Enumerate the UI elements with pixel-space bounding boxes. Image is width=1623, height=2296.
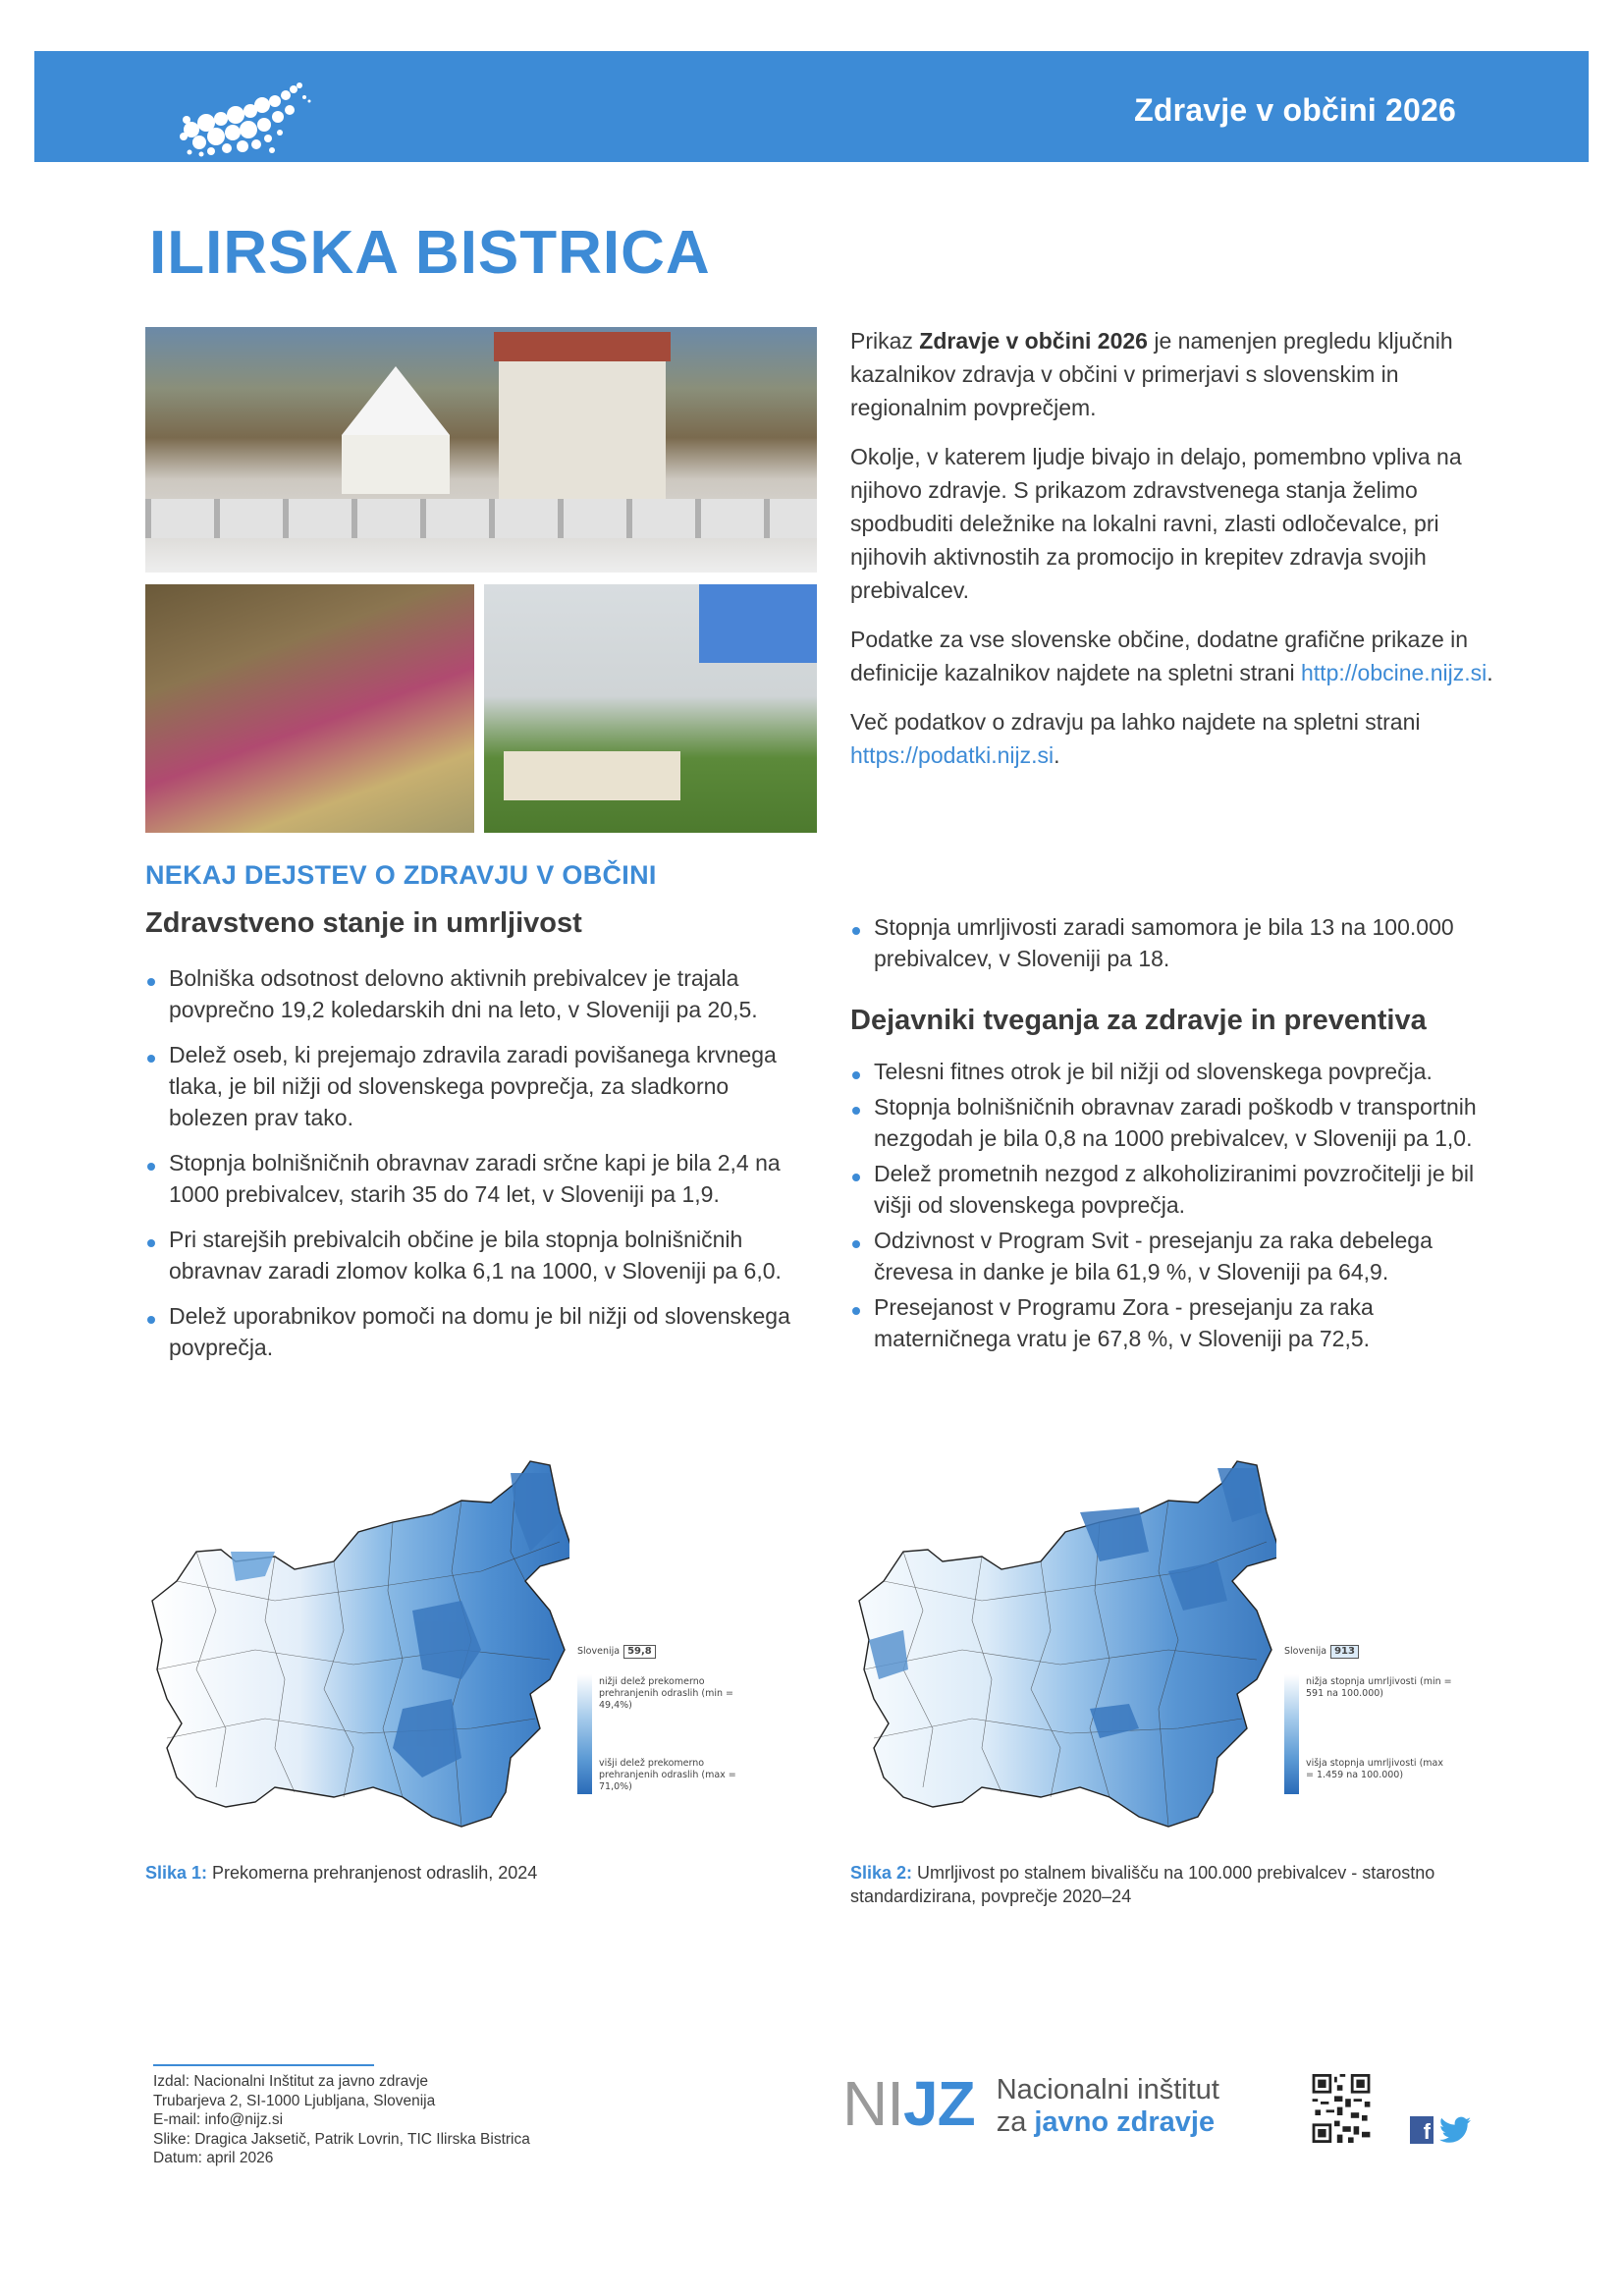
list-item [145, 1300, 805, 1363]
slovenia-choropleth-map [844, 1453, 1276, 1841]
map-mortality [844, 1453, 1532, 1841]
imprint-address: Trubarjeva 2, SI-1000 Ljubljana, Slovenija [153, 2092, 436, 2109]
intro-paragraph-2: Okolje, v katerem ljudje bivajo in delajo, pomembno vpliva na njihovo zdravje. S prikazom zdravstvenega stanja želimo spodbuditi deležnike na lokalni ravni, zlasti odločevalce, pri njihovih aktivnostih za promocijo in krepitev zdravja svojih prebivalcev. [850, 444, 1462, 603]
list-item [850, 1225, 1508, 1287]
bullet-icon [147, 1239, 155, 1247]
list-item [850, 1091, 1508, 1154]
intro-p4-end: . [1054, 742, 1060, 768]
risk-factors-list [850, 1056, 1508, 1358]
bullet-icon [852, 1071, 860, 1079]
list-item-text: Presejanost v Programu Zora - presejanju za raka materničnega vratu je 67,8 %, v Sloveniji pa 72,5. [874, 1294, 1374, 1351]
podatki-link[interactable]: https://podatki.nijz.si [850, 742, 1055, 768]
slovenia-choropleth-map [137, 1453, 569, 1841]
page-title: ILIRSKA BISTRICA [149, 219, 711, 287]
slovenia-value: 913 [1330, 1645, 1359, 1659]
legend-color-bar [577, 1674, 592, 1794]
photo-event-tent [145, 327, 817, 573]
intro-p4-text: Več podatkov o zdravju pa lahko najdete na spletni strani [850, 709, 1421, 735]
list-item-text: Delež uporabnikov pomoči na domu je bil nižji od slovenskega povprečja. [169, 1303, 790, 1360]
slovenia-value: 59,8 [623, 1645, 656, 1659]
legend-low-label: nižja stopnja umrljivosti (min = 591 na 100.000) [1306, 1676, 1452, 1699]
list-item-text: Stopnja umrljivosti zaradi samomora je bila 13 na 100.000 prebivalcev, v Sloveniji pa 18. [874, 914, 1454, 971]
obcine-link[interactable]: http://obcine.nijz.si [1301, 660, 1488, 685]
list-item-text: Delež oseb, ki prejemajo zdravila zaradi povišanega krvnega tlaka, je bil nižji od slovenskega povprečja, za sladkorno bolezen prav tako. [169, 1042, 777, 1130]
list-item [850, 1158, 1508, 1221]
tent-body [342, 435, 450, 494]
footer-divider [153, 2064, 374, 2066]
house-shape [499, 361, 666, 499]
health-status-heading: Zdravstveno stanje in umrljivost [145, 907, 582, 939]
imprint-email[interactable]: E-mail: info@nijz.si [153, 2111, 284, 2128]
intro-p1-suffix: je namenjen pregledu ključnih kazalnikov zdravja v občini v primerjavi s slovenskim in regionalnim povprečjem. [850, 328, 1453, 420]
list-item-text: Stopnja bolnišničnih obravnav zaradi srčne kapi je bila 2,4 na 1000 prebivalcev, starih 35 do 74 let, v Sloveniji pa 1,9. [169, 1150, 781, 1207]
photo-castle-courtyard [484, 584, 817, 833]
slovenia-bubbles-icon [162, 76, 319, 159]
logo-line-1: Nacionalni inštitut [996, 2074, 1219, 2105]
sky-shape [699, 584, 817, 663]
logo-line-2-bold: javno zdravje [1034, 2106, 1216, 2138]
bullet-icon [147, 1055, 155, 1063]
slovenia-average [577, 1645, 656, 1659]
list-item-text: Stopnja bolnišničnih obravnav zaradi poškodb v transportnih nezgodah je bila 0,8 na 1000 prebivalcev, v Sloveniji pa 1,0. [874, 1094, 1477, 1151]
photo-collage [145, 327, 817, 833]
facts-section-heading: NEKAJ DEJSTEV O ZDRAVJU V OBČINI [145, 860, 657, 890]
qr-code-icon[interactable] [1312, 2074, 1371, 2143]
facebook-icon[interactable]: f [1410, 2116, 1434, 2144]
caption-text: Umrljivost po stalnem bivališču na 100.000 prebivalcev - starostno standardizirana, povprečje 2020–24 [850, 1863, 1435, 1906]
intro-p1-prefix: Prikaz [850, 328, 920, 354]
bullet-icon [852, 927, 860, 935]
health-status-list [145, 962, 805, 1377]
list-item [145, 1224, 805, 1286]
intro-text [850, 324, 1498, 788]
bullet-icon [147, 1316, 155, 1324]
nijz-logo-mark [842, 2068, 975, 2139]
list-item [145, 962, 805, 1025]
bullet-icon [852, 1240, 860, 1248]
logo-line-2 [997, 2106, 1219, 2139]
health-status-list-continued [850, 911, 1508, 974]
list-item-text: Odzivnost v Program Svit - presejanju za raka debelega črevesa in danke je bila 61,9 %, v Sloveniji pa 64,9. [874, 1228, 1433, 1285]
list-item-text: Delež prometnih nezgod z alkoholiziranimi povzročitelji je bil višji od slovenskega povprečja. [874, 1161, 1475, 1218]
list-item-text: Pri starejših prebivalcih občine je bila stopnja bolnišničnih obravnav zaradi zlomov kolka 6,1 na 1000, v Sloveniji pa 6,0. [169, 1227, 782, 1284]
risk-factors-heading: Dejavniki tveganja za zdravje in preventiva [850, 1005, 1427, 1036]
slovenia-label: Slovenija [577, 1646, 621, 1657]
intro-p3-end: . [1487, 660, 1493, 685]
intro-paragraph-4 [850, 705, 1498, 772]
intro-paragraph-1 [850, 324, 1498, 424]
legend-color-bar [1284, 1674, 1299, 1794]
slovenia-label: Slovenija [1284, 1646, 1327, 1657]
map-legend [1284, 1645, 1452, 1780]
intro-p1-bold: Zdravje v občini 2026 [919, 328, 1148, 354]
list-item-text: Telesni fitnes otrok je bil nižji od slovenskega povprečja. [874, 1059, 1433, 1084]
caption-label: Slika 2: [850, 1863, 913, 1883]
bullet-icon [147, 1163, 155, 1171]
logo-mark-blue: JZ [903, 2068, 975, 2139]
imprint-publisher: Izdal: Nacionalni Inštitut za javno zdravje [153, 2073, 429, 2090]
header-banner [34, 51, 1589, 162]
nijz-logo-text [997, 2074, 1219, 2139]
bullet-icon [852, 1307, 860, 1315]
bullet-icon [147, 978, 155, 986]
bullet-icon [852, 1107, 860, 1115]
tent-shape [342, 366, 450, 435]
logo-mark-gray: NI [842, 2068, 903, 2139]
figure-caption-1 [145, 1861, 774, 1885]
imprint-photo-credits: Slike: Dragica Jaksetič, Patrik Lovrin, TIC Ilirska Bistrica [153, 2130, 530, 2148]
map-overweight-adults [137, 1453, 825, 1841]
intro-p3-text: Podatke za vse slovenske občine, dodatne grafične prikaze in definicije kazalnikov najdete na spletni strani [850, 627, 1469, 685]
social-links [1410, 2116, 1471, 2144]
bullet-icon [852, 1174, 860, 1181]
figure-caption-2 [850, 1861, 1498, 1908]
legend-low-label: nižji delež prekomerno prehranjenih odraslih (min = 49,4%) [599, 1676, 733, 1711]
list-item-text: Bolniška odsotnost delovno aktivnih prebivalcev je trajala povprečno 19,2 koledarskih dni na leto, v Sloveniji pa 20,5. [169, 965, 758, 1022]
legend-high-label: višji delež prekomerno prehranjenih odraslih (max = 71,0%) [599, 1758, 736, 1792]
list-item [850, 1291, 1508, 1354]
table-shape [504, 751, 680, 800]
slovenia-average [1284, 1645, 1359, 1659]
legend-high-label: višja stopnja umrljivosti (max = 1.459 na 100.000) [1306, 1758, 1443, 1780]
fence-shape [145, 499, 817, 538]
logo-line-2-prefix: za [996, 2106, 1035, 2138]
house-roof [494, 332, 671, 361]
list-item [850, 911, 1508, 974]
nijz-logo [842, 2068, 1219, 2139]
caption-text: Prekomerna prehranjenost odraslih, 2024 [207, 1863, 538, 1883]
list-item [145, 1147, 805, 1210]
list-item [145, 1039, 805, 1133]
caption-label: Slika 1: [145, 1863, 208, 1883]
intro-paragraph-3 [850, 623, 1498, 689]
imprint-date: Datum: april 2026 [153, 2150, 274, 2166]
photo-hikers [145, 584, 474, 833]
list-item [850, 1056, 1508, 1087]
map-legend [577, 1645, 736, 1792]
imprint [153, 2072, 530, 2168]
banner-title: Zdravje v občini 2026 [1134, 92, 1456, 128]
twitter-icon[interactable] [1439, 2116, 1471, 2144]
